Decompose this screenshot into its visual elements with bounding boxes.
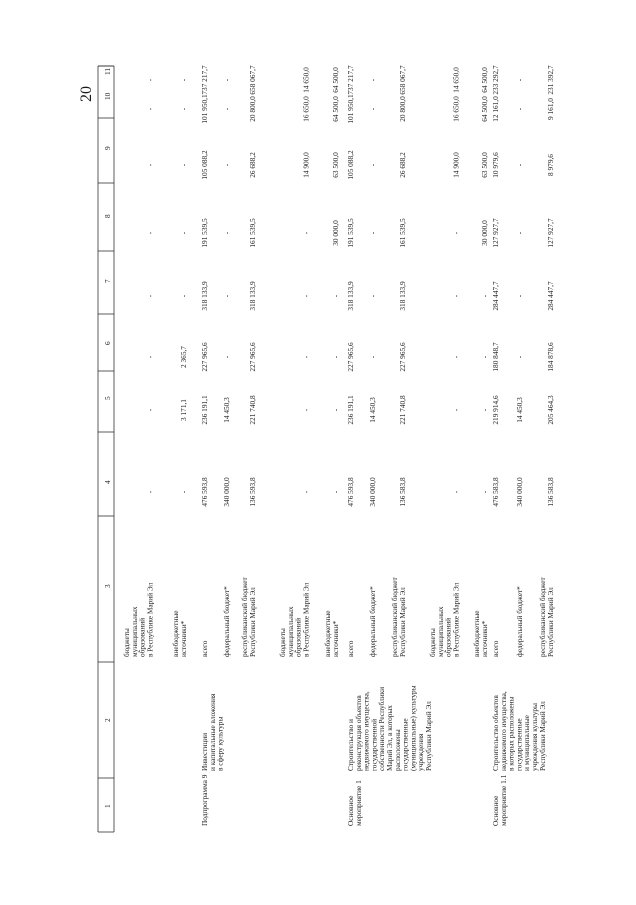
funding-source: республиканский бюджет bbox=[538, 577, 547, 657]
value-cell: 180 848,7 bbox=[491, 342, 500, 372]
value-cell: - bbox=[330, 490, 340, 494]
value-cell: - bbox=[451, 294, 461, 298]
column-header-6: 6 bbox=[103, 341, 112, 345]
value-cell: 205 464,3 bbox=[545, 395, 555, 425]
value-cell: - bbox=[479, 355, 489, 359]
column-header-2: 2 bbox=[103, 718, 112, 722]
column-header-4: 4 bbox=[103, 480, 112, 484]
funding-source: республиканский бюджет bbox=[240, 577, 249, 657]
row-label: мероприятие 1 bbox=[353, 780, 363, 826]
funding-source: внебюджетные bbox=[323, 610, 332, 657]
value-cell: - bbox=[145, 355, 155, 359]
row-description: Республики Марий Эл bbox=[537, 701, 547, 771]
funding-source: бюджеты bbox=[122, 628, 131, 657]
value-cell: - bbox=[222, 163, 231, 167]
value-cell: - bbox=[451, 231, 461, 235]
funding-source: республиканский бюджет bbox=[390, 577, 399, 657]
row-label: Подпрограмма 9 bbox=[200, 774, 209, 826]
column-header-11: 11 bbox=[103, 67, 112, 75]
row-description: недвижимого имущества, bbox=[498, 691, 508, 771]
row-description: учреждения bbox=[416, 733, 426, 771]
value-cell: - bbox=[368, 107, 377, 111]
column-header-8: 8 bbox=[103, 214, 112, 218]
value-cell: 236 191,1 bbox=[346, 395, 355, 425]
value-cell: 3 171,1 bbox=[178, 399, 188, 421]
value-cell: 318 133,9 bbox=[346, 281, 355, 311]
funding-source: федеральный бюджет* bbox=[368, 586, 377, 657]
value-cell: 64 500,0 bbox=[330, 67, 340, 93]
value-cell: - bbox=[301, 231, 311, 235]
value-cell: 10 979,6 bbox=[491, 152, 500, 178]
value-cell: 14 650,0 bbox=[301, 67, 311, 93]
funding-source: внебюджетные bbox=[171, 610, 180, 657]
value-cell: 191 539,5 bbox=[200, 218, 209, 248]
value-cell: - bbox=[222, 78, 231, 82]
row-description: Строительство объектов bbox=[491, 695, 500, 771]
value-cell: 658 067,7 bbox=[397, 65, 407, 95]
value-cell: 221 740,8 bbox=[247, 395, 257, 425]
value-cell: 105 088,2 bbox=[200, 150, 209, 180]
value-cell: 14 450,3 bbox=[222, 397, 231, 423]
value-cell: 63 500,0 bbox=[330, 152, 340, 178]
value-cell: 231 392,7 bbox=[545, 65, 555, 95]
value-cell: - bbox=[479, 294, 489, 298]
value-cell: 14 650,0 bbox=[451, 67, 461, 93]
row-description: Марий Эл, в которых bbox=[385, 705, 394, 771]
row-description: Инвестиции bbox=[200, 732, 209, 771]
value-cell: 14 450,3 bbox=[515, 397, 524, 423]
row-description: в которых расположены bbox=[506, 696, 516, 771]
value-cell: 9 161,0 bbox=[545, 98, 555, 120]
value-cell: - bbox=[515, 78, 524, 82]
row-description: Республики Марий Эл bbox=[424, 701, 433, 771]
value-cell: - bbox=[368, 163, 377, 167]
value-cell: 284 447,7 bbox=[545, 281, 555, 311]
value-cell: - bbox=[145, 408, 155, 412]
value-cell: - bbox=[145, 107, 155, 111]
value-cell: - bbox=[222, 355, 231, 359]
value-cell: - bbox=[330, 408, 340, 412]
value-cell: 227 965,6 bbox=[200, 342, 209, 372]
value-cell: 236 191,1 bbox=[200, 395, 209, 425]
value-cell: 20 800,0 bbox=[397, 96, 407, 122]
funding-source: Республики Марий Эл bbox=[247, 587, 257, 657]
funding-source: образований bbox=[443, 617, 453, 657]
value-cell: - bbox=[222, 294, 231, 298]
funding-source: всего bbox=[346, 640, 355, 657]
value-cell: - bbox=[451, 355, 461, 359]
funding-source: всего bbox=[491, 640, 500, 657]
value-cell: 64 500,0 bbox=[479, 67, 489, 93]
value-cell: 26 688,2 bbox=[397, 152, 407, 178]
row-description: (муниципальные) культуры bbox=[408, 685, 418, 771]
value-cell: 16 650,0 bbox=[301, 96, 311, 122]
value-cell: 476 593,8 bbox=[346, 477, 355, 507]
page-number: 20 bbox=[78, 86, 95, 102]
value-cell: 219 914,6 bbox=[491, 395, 500, 425]
value-cell: 101 950,1 bbox=[200, 94, 209, 124]
value-cell: 30 000,0 bbox=[479, 220, 489, 246]
funding-source: Республики Марий Эл bbox=[545, 587, 555, 657]
value-cell: - bbox=[178, 294, 188, 298]
value-cell: - bbox=[368, 294, 377, 298]
row-description: в сферу культуры bbox=[215, 716, 225, 771]
value-cell: 30 000,0 bbox=[330, 220, 340, 246]
value-cell: 16 650,0 bbox=[451, 96, 461, 122]
value-cell: 14 900,0 bbox=[301, 152, 311, 178]
value-cell: 161 539,5 bbox=[247, 218, 257, 248]
value-cell: 136 583,8 bbox=[545, 477, 555, 507]
value-cell: - bbox=[368, 231, 377, 235]
value-cell: 127 927,7 bbox=[545, 218, 555, 248]
value-cell: 476 583,8 bbox=[491, 477, 500, 507]
funding-source: источники* bbox=[479, 620, 489, 657]
value-cell: - bbox=[301, 355, 311, 359]
column-header-3: 3 bbox=[103, 584, 112, 588]
row-description: реконструкция объектов bbox=[353, 695, 363, 771]
value-cell: 101 950,1 bbox=[346, 94, 355, 124]
value-cell: 184 878,6 bbox=[545, 342, 555, 372]
funding-source: федеральный бюджет* bbox=[222, 586, 231, 657]
value-cell: - bbox=[368, 355, 377, 359]
value-cell: - bbox=[145, 78, 155, 82]
value-cell: - bbox=[145, 231, 155, 235]
value-cell: 64 500,0 bbox=[479, 96, 489, 122]
row-description: государственные bbox=[514, 718, 524, 771]
column-header-1: 1 bbox=[103, 804, 112, 808]
value-cell: - bbox=[451, 408, 461, 412]
value-cell: 340 000,0 bbox=[515, 477, 524, 507]
value-cell: 161 539,5 bbox=[397, 218, 407, 248]
value-cell: 227 965,6 bbox=[346, 342, 355, 372]
row-description: государственные bbox=[400, 718, 410, 771]
funding-source: в Республике Марий Эл bbox=[301, 582, 311, 657]
funding-source: источники* bbox=[178, 620, 188, 657]
row-label: Основное bbox=[346, 795, 355, 826]
value-cell: 12 161,0 bbox=[491, 96, 500, 122]
value-cell: - bbox=[178, 107, 188, 111]
row-description: и капитальные вложения bbox=[207, 693, 217, 771]
funding-source: образований bbox=[293, 617, 303, 657]
value-cell: 340 000,0 bbox=[222, 477, 231, 507]
value-cell: - bbox=[178, 163, 188, 167]
funding-source: Республики Марий Эл bbox=[397, 587, 407, 657]
value-cell: - bbox=[178, 78, 188, 82]
funding-source: всего bbox=[200, 640, 209, 657]
value-cell: - bbox=[301, 294, 311, 298]
row-description: и муниципальные bbox=[522, 715, 532, 771]
funding-source: муниципальных bbox=[129, 606, 139, 657]
column-header-5: 5 bbox=[103, 396, 112, 400]
value-cell: - bbox=[145, 490, 155, 494]
row-description: расположены bbox=[392, 729, 402, 771]
funding-source: муниципальных bbox=[285, 606, 295, 657]
value-cell: 63 500,0 bbox=[479, 152, 489, 178]
value-cell: - bbox=[330, 294, 340, 298]
funding-source: источники* bbox=[330, 620, 340, 657]
row-label: Основное bbox=[491, 795, 500, 826]
value-cell: 14 450,3 bbox=[368, 397, 377, 423]
value-cell: 191 539,5 bbox=[346, 218, 355, 248]
value-cell: 737 217,7 bbox=[200, 65, 209, 95]
value-cell: - bbox=[515, 107, 524, 111]
value-cell: - bbox=[145, 163, 155, 167]
value-cell: - bbox=[479, 408, 489, 412]
value-cell: - bbox=[301, 490, 311, 494]
value-cell: 26 688,2 bbox=[247, 152, 257, 178]
funding-source: внебюджетные bbox=[472, 610, 481, 657]
value-cell: 8 979,6 bbox=[545, 154, 555, 176]
funding-source: образований bbox=[137, 617, 147, 657]
value-cell: - bbox=[515, 163, 524, 167]
value-cell: 127 927,7 bbox=[491, 218, 500, 248]
value-cell: 2 365,7 bbox=[178, 346, 188, 368]
value-cell: 737 217,7 bbox=[346, 65, 355, 95]
value-cell: 227 965,6 bbox=[397, 342, 407, 372]
value-cell: 221 740,8 bbox=[397, 395, 407, 425]
value-cell: 318 133,9 bbox=[200, 281, 209, 311]
funding-source: федеральный бюджет* bbox=[515, 586, 524, 657]
value-cell: - bbox=[178, 231, 188, 235]
row-description: недвижимого имущества, bbox=[361, 691, 371, 771]
column-header-10: 10 bbox=[103, 92, 112, 100]
value-cell: 136 583,8 bbox=[397, 477, 407, 507]
value-cell: - bbox=[515, 231, 524, 235]
value-cell: - bbox=[479, 490, 489, 494]
row-description: государственной bbox=[369, 718, 379, 771]
value-cell: 233 292,7 bbox=[491, 65, 500, 95]
value-cell: 340 000,0 bbox=[368, 477, 377, 507]
value-cell: - bbox=[330, 355, 340, 359]
value-cell: 105 088,2 bbox=[346, 150, 355, 180]
value-cell: - bbox=[368, 78, 377, 82]
funding-source: муниципальных bbox=[435, 606, 445, 657]
value-cell: 476 593,8 bbox=[200, 477, 209, 507]
column-header-9: 9 bbox=[103, 146, 112, 150]
value-cell: 318 133,9 bbox=[397, 281, 407, 311]
value-cell: - bbox=[515, 294, 524, 298]
value-cell: - bbox=[222, 107, 231, 111]
value-cell: 227 965,6 bbox=[247, 342, 257, 372]
funding-source: в Республике Марий Эл bbox=[145, 582, 155, 657]
value-cell: - bbox=[145, 294, 155, 298]
value-cell: - bbox=[222, 231, 231, 235]
row-description: Строительство и bbox=[346, 719, 355, 771]
value-cell: 658 067,7 bbox=[247, 65, 257, 95]
row-description: собственности Республики bbox=[377, 686, 387, 771]
row-description: учреждения культуры bbox=[530, 703, 539, 771]
value-cell: 64 500,0 bbox=[330, 96, 340, 122]
funding-source: бюджеты bbox=[428, 628, 437, 657]
value-cell: 136 593,8 bbox=[247, 477, 257, 507]
value-cell: - bbox=[451, 490, 461, 494]
row-label: мероприятие 1.1 bbox=[498, 774, 508, 826]
value-cell: 14 900,0 bbox=[451, 152, 461, 178]
value-cell: 20 800,0 bbox=[247, 96, 257, 122]
funding-source: в Республике Марий Эл bbox=[451, 582, 461, 657]
value-cell: 318 133,9 bbox=[247, 281, 257, 311]
funding-source: бюджеты bbox=[278, 628, 287, 657]
column-header-7: 7 bbox=[103, 279, 112, 283]
value-cell: - bbox=[515, 355, 524, 359]
value-cell: - bbox=[301, 408, 311, 412]
value-cell: - bbox=[178, 490, 188, 494]
value-cell: 284 447,7 bbox=[491, 281, 500, 311]
